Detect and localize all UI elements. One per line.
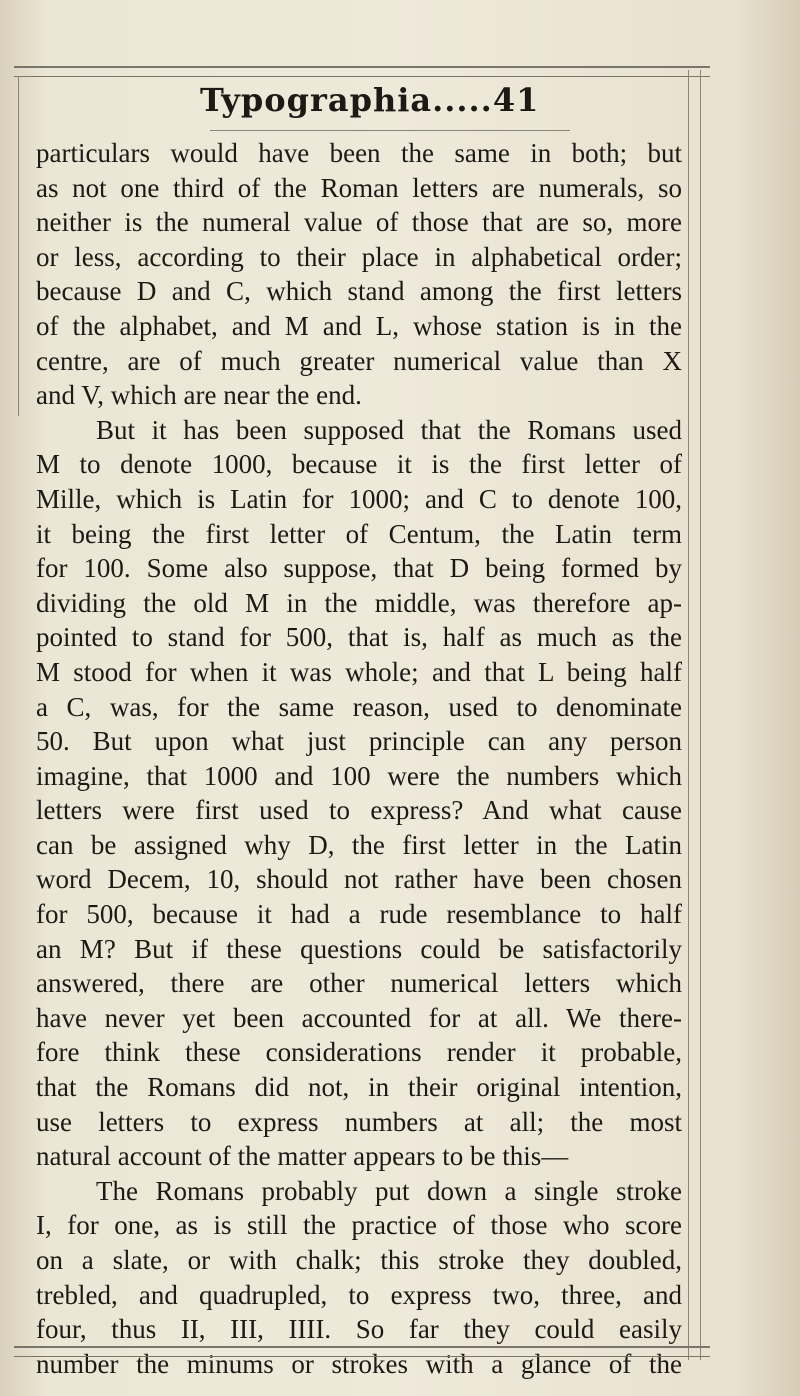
right-margin-rule bbox=[688, 70, 689, 1360]
text-line: letters were first used to express? And what cause bbox=[36, 795, 682, 826]
text-line: have never yet been accounted for at all. We there- bbox=[36, 1002, 682, 1033]
text-line: trebled, and quadrupled, to express two, three, and bbox=[36, 1279, 682, 1310]
text-line: particulars would have been the same in both; but bbox=[36, 138, 682, 168]
text-line: The Romans probably put down a single stroke bbox=[96, 1175, 682, 1206]
text-line: But it has been supposed that the Romans used bbox=[96, 414, 682, 445]
text-line: number the minums or strokes with a glance of the bbox=[36, 1348, 682, 1379]
text-line: answered, there are other numerical letters which bbox=[36, 968, 682, 999]
right-margin-rule-outer bbox=[700, 70, 701, 1360]
text-line: dividing the old M in the middle, was therefore ap- bbox=[36, 587, 682, 618]
text-line: it being the first letter of Centum, the Latin term bbox=[36, 518, 682, 549]
top-border-rule-inner bbox=[14, 76, 710, 77]
text-line: M to denote 1000, because it is the first letter of bbox=[36, 449, 682, 480]
text-line: on a slate, or with chalk; this stroke they doubled, bbox=[36, 1245, 682, 1275]
text-line: imagine, that 1000 and 100 were the numbers which bbox=[36, 760, 682, 791]
text-line: I, for one, as is still the practice of those who score bbox=[36, 1210, 682, 1241]
body-text bbox=[36, 136, 682, 1381]
text-line: 50. But upon what just principle can any person bbox=[36, 726, 682, 757]
text-line: neither is the numeral value of those that are so, more bbox=[36, 207, 682, 238]
bottom-border-rule-inner bbox=[14, 1356, 710, 1357]
running-head: Typographia.....41 bbox=[200, 81, 540, 119]
left-margin-rule bbox=[18, 76, 19, 416]
text-line: as not one third of the Roman letters are numerals, so bbox=[36, 172, 682, 203]
bottom-border-rule bbox=[14, 1346, 710, 1348]
text-line: four, thus II, III, IIII. So far they could easily bbox=[36, 1314, 682, 1345]
text-line: use letters to express numbers at all; the most bbox=[36, 1106, 682, 1137]
text-line: and V, which are near the end. bbox=[36, 380, 362, 411]
text-line: because D and C, which stand among the first letters bbox=[36, 276, 682, 307]
text-line: M stood for when it was whole; and that L being half bbox=[36, 656, 682, 687]
text-line: word Decem, 10, should not rather have been chosen bbox=[36, 864, 682, 895]
text-line: can be assigned why D, the first letter in the Latin bbox=[36, 829, 682, 860]
text-line: of the alphabet, and M and L, whose station is in the bbox=[36, 310, 682, 341]
text-line: natural account of the matter appears to be this— bbox=[36, 1141, 569, 1172]
text-line: centre, are of much greater numerical value than X bbox=[36, 345, 682, 376]
text-line: a C, was, for the same reason, used to denominate bbox=[36, 691, 682, 722]
text-line: an M? But if these questions could be satisfactorily bbox=[36, 933, 682, 964]
text-line: or less, according to their place in alphabetical order; bbox=[36, 241, 682, 272]
text-line: for 500, because it had a rude resemblance to half bbox=[36, 899, 682, 930]
text-line: for 100. Some also suppose, that D being formed by bbox=[36, 553, 682, 584]
text-line: pointed to stand for 500, that is, half as much as the bbox=[36, 622, 682, 653]
running-head-underline bbox=[210, 130, 570, 131]
text-line: that the Romans did not, in their original intention, bbox=[36, 1072, 682, 1103]
top-border-rule bbox=[14, 66, 710, 68]
text-line: fore think these considerations render it probable, bbox=[36, 1037, 682, 1068]
text-line: Mille, which is Latin for 1000; and C to denote 100, bbox=[36, 483, 682, 514]
